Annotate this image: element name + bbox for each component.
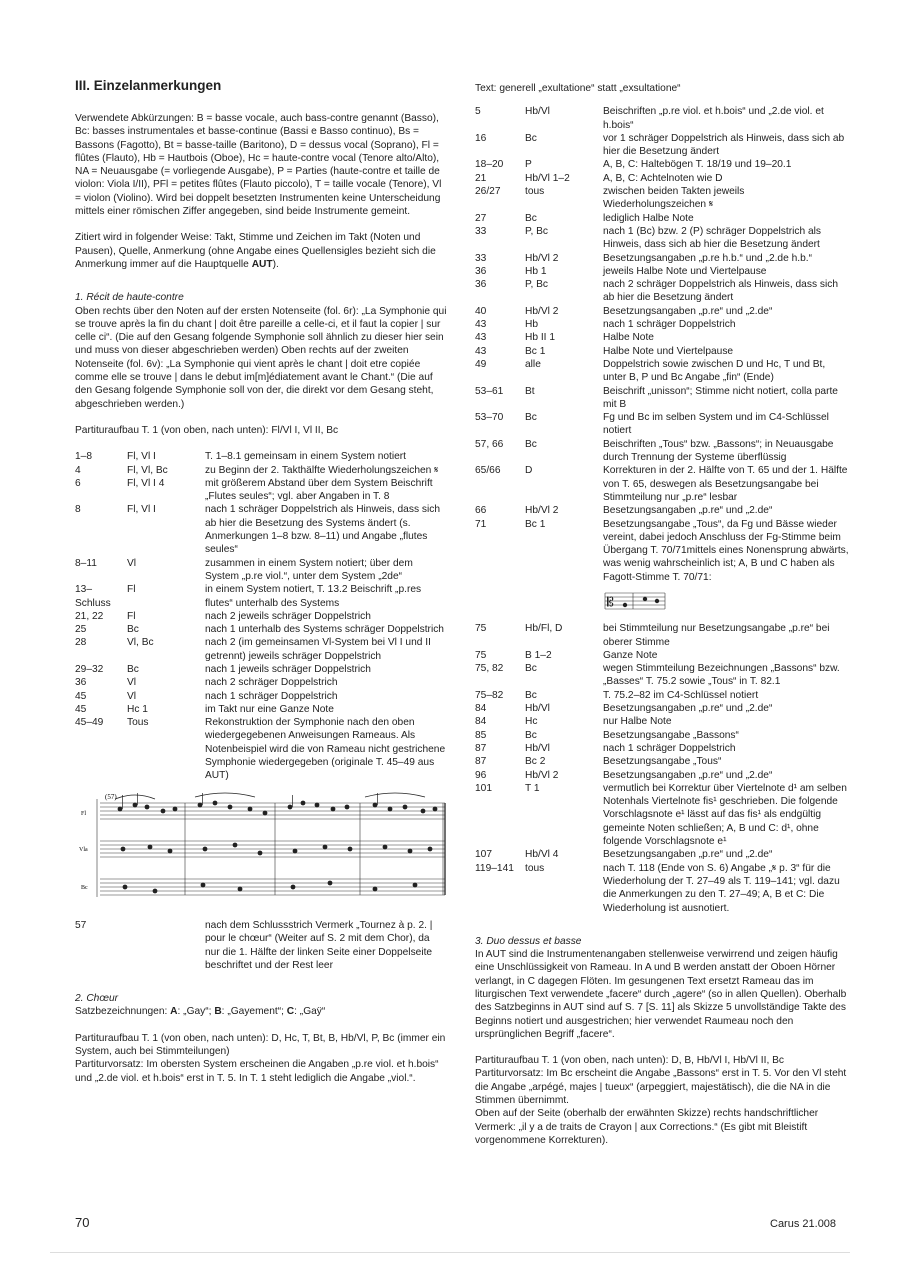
table-row (475, 411, 850, 438)
score-bar-number: (57) (105, 792, 117, 801)
bar-number: 21 (475, 172, 487, 184)
table-row (75, 636, 447, 663)
staff-name: Bc (525, 438, 537, 450)
bar-number: 85 (475, 729, 487, 741)
annotation-text: Besetzungsangaben „p.re“ und „2.de“ (603, 769, 773, 781)
score-staff-label-vla: Vla (79, 846, 88, 853)
annotation-text: nach 2 schräger Doppelstrich (205, 677, 338, 689)
staff-name: Hb/Vl 1–2 (525, 172, 570, 184)
annotation-text: Fg und Bc im selben System und im C4-Schlüssel notiert (603, 412, 829, 437)
table-row (475, 225, 850, 252)
table-row (75, 676, 447, 689)
abbreviations-paragraph: Verwendete Abkürzungen: B = basse vocale, auch bass-contre genannt (Basso), Bc: basses instrumentales et basse-continue (Bassi e Basso continuo), Bs = Bassons (Fagotto), Bt = basse-taille (Baritono), D = dessus vocal (Soprano), Fl = flûtes (Flauto), Hb = Hautbois (Oboe), Hc = haute-contre vocal (Tenore alto/Alto), NA = Neuausgabe (= vorliegende Ausgabe), P = Parties (haute-contre et taille de violon: Viola I/II), PFl = petites flûtes (Flauto piccolo), T = taille vocale (Tenore), Vl = violon (Violino). Wird bei doppelt besetzten Instrumenten keine Unterscheidung mittels einer römischen Ziffer angegeben, sind beide Instrumente gemeint. (75, 113, 442, 218)
bar-number: 45–49 (75, 717, 104, 729)
staff-name: Hb/Vl 2 (525, 252, 559, 264)
table-row (75, 464, 447, 477)
bar-number: 21, 22 (75, 610, 104, 622)
table-row (75, 583, 447, 610)
annotation-text: nach 1 schräger Doppelstrich (603, 742, 736, 754)
bar-number: 84 (475, 716, 487, 728)
table-row (75, 450, 447, 463)
bar-number: 29–32 (75, 663, 104, 675)
bar-number: 6 (75, 477, 81, 489)
staff-name: Tous (127, 717, 149, 729)
table-row (475, 158, 850, 171)
staff-name: T 1 (525, 782, 540, 794)
annotation-text: Doppelstrich sowie zwischen D und Hc, T und Bt, unter B, P und Bc Angabe „fin“ (Ende) (603, 358, 826, 384)
annotation-text: Beischriften „Tous“ bzw. „Bassons“; in Neuausgabe durch Trennung der Systeme überflüssig (603, 438, 834, 464)
staff-name: Fl (127, 610, 136, 622)
left-column (75, 78, 447, 1085)
table-row (475, 438, 850, 465)
annotation-text: T. 75.2–82 im C4-Schlüssel notiert (603, 689, 759, 701)
staff-name: Bc (525, 663, 537, 675)
staff-name: Bc 1 (525, 518, 546, 530)
staff-name: Fl, Vl, Bc (127, 464, 168, 476)
section-3-oben: Oben auf der Seite (oberhalb der erwähnten Skizze) rechts handschriftlicher Vermerk: „il y a de traits de Crayon | aux Corrections.“ (Es gibt mit Bleistift vorgenommene Korrekturen). (475, 1108, 819, 1146)
table-row (475, 782, 850, 848)
table-row (475, 358, 850, 385)
music-example (75, 789, 447, 913)
source-aut: AUT (251, 258, 273, 270)
table-row (475, 662, 850, 689)
bar-number: 36 (475, 265, 487, 277)
table-row (475, 729, 850, 742)
staff-name: Hb (525, 319, 539, 331)
bar-number: 75 (475, 649, 487, 661)
table-row (475, 212, 850, 225)
staff-name: Vl (127, 677, 137, 689)
annotation-text: nach 1 jeweils schräger Doppelstrich (205, 663, 371, 675)
section-2-partitur: Partituraufbau T. 1 (von oben, nach unten): D, Hc, T, Bt, B, Hb/Vl, P, Bc (immer ein System, auch bei Stimmteilungen) (75, 1032, 446, 1058)
staff-name: Hc 1 (127, 703, 148, 715)
staff-name: Fl, Vl I 4 (127, 477, 165, 489)
bar-number: 8–11 (75, 557, 97, 569)
staff-name: Hb/Vl 2 (525, 505, 559, 517)
staff-name: Hb/Vl (525, 703, 550, 715)
table-row (475, 742, 850, 755)
annotation-text: jeweils Halbe Note und Viertelpause (603, 265, 767, 277)
table-row (475, 622, 850, 649)
staff-name: P, Bc (525, 225, 549, 237)
bar-number: 87 (475, 742, 487, 754)
table-row (475, 105, 850, 132)
section-2-notes-table (475, 105, 850, 584)
bar-number: 26/27 (475, 186, 501, 198)
staff-name: Fl, Vl I (127, 451, 156, 463)
bar-number: 45 (75, 703, 87, 715)
annotation-text: nach 1 schräger Doppelstrich (603, 319, 736, 331)
staff-name: alle (525, 358, 541, 370)
annotation-text: nach 1 unterhalb des Systems schräger Doppelstrich (205, 624, 444, 636)
annotation-text: A, B, C: Achtelnoten wie D (603, 172, 723, 184)
annotation-text: Beischriften „p.re viol. et h.bois“ und „2.de viol. et h.bois“ (603, 106, 824, 131)
section-2-notes-table-cont (475, 622, 850, 915)
bar-number: 65/66 (475, 465, 501, 477)
table-row (475, 385, 850, 412)
staff-name: Vl, Bc (127, 637, 154, 649)
footer-rule (50, 1252, 850, 1253)
staff-name: Bc (525, 132, 537, 144)
table-row (475, 265, 850, 278)
table-row (75, 557, 447, 584)
table-row (75, 503, 447, 556)
section-1-notes-table (75, 450, 447, 782)
table-row (75, 477, 447, 504)
annotation-text: Besetzungsangaben „p.re“ und „2.de“ (603, 849, 773, 861)
staff-name: Hb/Fl, D (525, 623, 563, 635)
annotation-text: zusammen in einem System notiert; über dem System „p.re viol.“, unter dem System „2de“ (205, 557, 413, 582)
annotation-text: in einem System notiert, T. 13.2 Beischrift „p.res flutes“ unterhalb des Systems (205, 584, 422, 609)
staff-name: Vl (127, 690, 137, 702)
bar-number: 75 (475, 623, 487, 635)
bassoon-incipit-svg (475, 587, 675, 615)
staff-name: Hb/Vl 4 (525, 849, 559, 861)
bar-number: 96 (475, 769, 487, 781)
annotation-text: nach 1 (Bc) bzw. 2 (P) schräger Doppelstrich als Hinweis, dass sich ab hier die Besetzung ändert (603, 225, 821, 251)
bar-number: 33 (475, 252, 487, 264)
table-row (75, 716, 447, 782)
annotation-text: Beischrift „unisson“; Stimme nicht notiert, colla parte mit B (603, 385, 838, 410)
annotation-text: mit größerem Abstand über dem System Beischrift „Flutes seules“; vgl. aber Angaben in T. 8 (205, 477, 433, 503)
staff-name: Bc (127, 663, 139, 675)
annotation-text: T. 1–8.1 gemeinsam in einem System notiert (205, 451, 407, 463)
bar-number: 75, 82 (475, 663, 504, 675)
table-row (475, 331, 850, 344)
bar-57-note (75, 919, 447, 972)
table-row: 57 nach dem Schlussstrich Vermerk „Tournez à p. 2. | pour le chœur“ (Weiter auf S. 2 mit dem Chor), da nur die 1. Hälfte der linken Seite einer Doppelseite beschriftet und der Rest leer (75, 919, 433, 971)
staff-name: tous (525, 862, 545, 874)
table-row (475, 769, 850, 782)
annotation-text: bei Stimmteilung nur Besetzungsangabe „p.re“ bei oberer Stimme (603, 623, 830, 648)
table-row (475, 518, 850, 584)
music-example-svg (75, 789, 447, 909)
section-2-vorsatz: Partiturvorsatz: Im obersten System erscheinen die Angaben „p.re viol. et h.bois“ und „2.de viol. et h.bois“ erst in T. 5. In T. 1 steht lediglich die Angabe „viol.“. (75, 1059, 439, 1084)
table-row (475, 649, 850, 662)
bar-number: 45 (75, 690, 87, 702)
table-row (75, 623, 447, 636)
staff-name: Bc 2 (525, 756, 546, 768)
annotation-text: Ganze Note (603, 649, 658, 661)
citation-paragraph: Zitiert wird in folgender Weise: Takt, Stimme und Zeichen im Takt (Noten und Pausen), Quelle, Anmerkung (ohne Angabe eines Quellensigles bezieht sich die Anmerkung immer auf die Hauptquelle AUT). (75, 232, 436, 270)
staff-name: B 1–2 (525, 649, 552, 661)
annotation-text: nach 2 (im gemeinsamen Vl-System bei Vl I und II getrennt) jeweils schräger Doppelstrich (205, 637, 431, 662)
annotation-text: Besetzungsangabe „Tous“, da Fg und Bässe wieder vereint, dabei jedoch Anschluss der Fg-Stimme beim Übergang T. 70/71mittels eines Nonensprung abwärts, was wenig wahrscheinlich ist; A, B und C haben als Fagott-Stimme T. 70/71: (603, 518, 849, 583)
annotation-text: nach 1 schräger Doppelstrich als Hinweis, dass sich ab hier die Besetzung des Systems ändert (s. Anmerkungen 1–8 bzw. 8–11) und Angabe „flutes seules“ (205, 504, 440, 556)
bar-number: 119–141 (475, 862, 514, 874)
annotation-text: im Takt nur eine Ganze Note (205, 703, 334, 715)
staff-name: P (525, 159, 532, 171)
score-notes (118, 800, 438, 893)
bar-number: 1–8 (75, 451, 92, 463)
staff-name: Hc (525, 716, 538, 728)
bar-number: 53–70 (475, 412, 504, 424)
annotation-text: nach 2 jeweils schräger Doppelstrich (205, 610, 371, 622)
bar-number: 36 (75, 677, 87, 689)
section-3-text: In AUT sind die Instrumentenangaben stellenweise verwirrend und zeigen häufig eine Unschlüssigkeit von Rameau. In A und B werden anstatt der Oboen Hörner verlangt, in C dagegen Flöten. Im gesungenen Text ersetzt Rameau das im liturgischen Text verwendete „facere“ durch „agere“ (so in allen Quellen). Oberhalb des Satzbeginns in AUT sind auf S. 7 [S. 11] als Skizze 5 unvollständige Takte des Beginns notiert und ausgestrichen; hier verwendet Raumeau noch den ursprünglichen Begriff „facere“. (475, 949, 847, 1040)
staff-name: Vl (127, 557, 137, 569)
table-row (475, 702, 850, 715)
staff-name: D (525, 465, 533, 477)
annotation-text: nur Halbe Note (603, 716, 672, 728)
bar-number: 107 (475, 849, 492, 861)
bar-number: 36 (475, 279, 487, 291)
table-row (475, 278, 850, 305)
bar-number: 8 (75, 504, 81, 516)
annotation-text: lediglich Halbe Note (603, 212, 694, 224)
annotation-text: vor 1 schräger Doppelstrich als Hinweis, dass sich ab hier die Besetzung ändert (603, 132, 845, 158)
annotation-text: Besetzungsangaben „p.re“ und „2.de“ (603, 703, 773, 715)
staff-name: Hb/Vl 2 (525, 769, 559, 781)
annotation-text: Besetzungsangaben „p.re h.b.“ und „2.de h.b.“ (603, 252, 812, 264)
bar-number: 53–61 (475, 385, 504, 397)
staff-name: Hb/Vl (525, 106, 550, 118)
bar-number: 43 (475, 319, 487, 331)
table-row (475, 305, 850, 318)
bar-number: 49 (475, 358, 487, 370)
staff-name: Bt (525, 385, 535, 397)
bar-number: 27 (475, 212, 487, 224)
staff-name: Hb II 1 (525, 332, 556, 344)
bar-number: 13– Schluss (75, 584, 111, 609)
page-number: 70 (75, 1215, 90, 1230)
bar-number: 101 (475, 782, 492, 794)
publisher-ref: Carus 21.008 (770, 1218, 837, 1230)
table-row (475, 132, 850, 159)
annotation-text: wegen Stimmteilung Bezeichnungen „Bassons“ bzw. „Basses“ T. 75.2 sowie „Tous“ in T. 82.1 (603, 663, 840, 688)
section-heading: III. Einzelanmerkungen (75, 78, 222, 93)
section-1-text: Oben rechts über den Noten auf der ersten Notenseite (fol. 6r): „La Symphonie qui se trouve après la fin du chant | doit être pareille a celle-ci, et il faut la copier | sur celle ci“. (Die auf den Gesang folgende Symphonie soll ähnlich zu dieser hier sein und muss von dieser abgeschrieben werden) Oben rechts auf der zweiten Notenseite (fol. 6v): „La Symphonie qui vient après le chant | doit etre copiée comme elle se trouve | dans le debut im[m]édiatement avant le Chant.“ (Die auf den Gesang folgende Symphonie soll von der, die direkt vor dem Gesang steht, abgeschrieben werden.) (75, 305, 447, 410)
staff-name: Bc (525, 729, 537, 741)
staff-name: Bc (525, 212, 537, 224)
table-row (475, 345, 850, 358)
bar-number: 43 (475, 345, 487, 357)
annotation-text: nach T. 118 (Ende von S. 6) Angabe „𝄋 p. 3“ für die Wiederholung der T. 27–49 als T. 119–141; vgl. dazu die Anmerkungen zu den T. 27–49; A, B et C: Die Wiederholung ist ausnotiert. (603, 862, 840, 914)
annotation-text: nach 1 schräger Doppelstrich (205, 690, 338, 702)
text-note: Text: generell „exultatione“ statt „exsultatione“ (475, 83, 681, 94)
bar-number: 5 (475, 106, 481, 118)
staff-name: tous (525, 186, 545, 198)
staff-name: Bc 1 (525, 345, 546, 357)
staff-name: Hb/Vl (525, 742, 550, 754)
bar-number: 4 (75, 464, 81, 476)
annotation-text: Besetzungsangaben „p.re“ und „2.de“ (603, 305, 773, 317)
annotation-text: Besetzungsangabe „Tous“ (603, 756, 722, 768)
table-row (475, 862, 850, 915)
table-row (475, 715, 850, 728)
staff-name: Fl, Vl I (127, 504, 156, 516)
bar-number: 87 (475, 756, 487, 768)
annotation-text: vermutlich bei Korrektur über Viertelnote d¹ am selben Notenhals Viertelnote fis¹ geschrieben. Die folgende Vorschlagsnote e¹ lässt auf das fis¹ als endgültig gemeinte Noten schließen; A, B und C: d¹, ohne folgende Vorschlagsnote e¹ (603, 782, 847, 848)
svg-text:𝄡: 𝄡 (607, 594, 614, 609)
right-column (475, 82, 850, 1147)
table-row (475, 172, 850, 185)
score-staff-label-bc: Bc (81, 884, 88, 891)
staff-name: Hb/Vl 2 (525, 305, 559, 317)
annotation-text: Halbe Note (603, 332, 654, 344)
staff-name: Hb 1 (525, 265, 547, 277)
annotation-text: Korrekturen in der 2. Hälfte von T. 65 und der 1. Hälfte von T. 65, deswegen als Besetzungsangabe bei Stimmteilung nur „p.re“ lesbar (603, 465, 848, 503)
section-3-partitur: Partituraufbau T. 1 (von oben, nach unten): D, B, Hb/Vl I, Hb/Vl II, Bc (475, 1055, 784, 1067)
table-row (75, 690, 447, 703)
bar-number: 18–20 (475, 159, 504, 171)
bar-number: 28 (75, 637, 87, 649)
staff-name: P, Bc (525, 279, 549, 291)
section-3-title: 3. Duo dessus et basse (475, 935, 582, 947)
table-row (475, 689, 850, 702)
section-2-title: 2. Chœur (75, 993, 119, 1005)
table-row (75, 703, 447, 716)
section-1-partitur: Partituraufbau T. 1 (von oben, nach unten): Fl/Vl I, Vl II, Bc (75, 424, 339, 436)
bassoon-incipit (475, 587, 850, 619)
score-stems (115, 793, 425, 809)
annotation-text: Besetzungsangaben „p.re“ und „2.de“ (603, 505, 773, 517)
bar-number: 66 (475, 505, 487, 517)
bar-number: 71 (475, 518, 487, 530)
table-row (75, 610, 447, 623)
annotation-text: nach 2 schräger Doppelstrich als Hinweis, dass sich ab hier die Besetzung ändert (603, 279, 838, 304)
annotation-text: zu Beginn der 2. Takthälfte Wiederholungszeichen 𝄋 (205, 464, 439, 476)
bar-number: 84 (475, 703, 487, 715)
table-row (475, 185, 850, 212)
annotation-text: Besetzungsangabe „Bassons“ (603, 729, 739, 741)
section-1-title: 1. Récit de haute-contre (75, 292, 184, 304)
bar-number: 57, 66 (475, 438, 504, 450)
annotation-text: Rekonstruktion der Symphonie nach den oben wiedergegebenen Anweisungen Rameaus. Als Notenbeispiel wird die von Rameau nicht gestrichene Symphonie wiedergegeben (originale T. 45–49 aus AUT) (205, 717, 446, 782)
table-row (475, 848, 850, 861)
staff-name: Bc (525, 412, 537, 424)
bar-number: 43 (475, 332, 487, 344)
table-row (475, 755, 850, 768)
score-staff-label-fl: Fl (81, 810, 87, 817)
bar-number: 33 (475, 225, 487, 237)
section-2-satz: Satzbezeichnungen: A: „Gay“; B: „Gayement“; C: „Gaÿ“ (75, 1006, 326, 1018)
staff-name: Bc (525, 689, 537, 701)
table-row (475, 504, 850, 517)
annotation-text: A, B, C: Haltebögen T. 18/19 und 19–20.1 (603, 159, 792, 171)
bar-number: 75–82 (475, 689, 504, 701)
annotation-text: Halbe Note und Viertelpause (603, 345, 734, 357)
staff-name: Fl (127, 584, 136, 596)
annotation-text: zwischen beiden Takten jeweils Wiederholungszeichen 𝄋 (603, 186, 745, 211)
table-row (75, 663, 447, 676)
table-row (475, 464, 850, 504)
bar-number: 40 (475, 305, 487, 317)
staff-name: Bc (127, 624, 139, 636)
table-row (475, 318, 850, 331)
bar-number: 25 (75, 624, 87, 636)
section-3-vorsatz: Partiturvorsatz: Im Bc erscheint die Angabe „Bassons“ erst in T. 5. Vor den Vl steht die Angabe „arpégé, majes | tueux“ (arpeggiert, majestätisch), die die NA in die Stimmen übernimmt. (475, 1068, 847, 1107)
bar-number: 16 (475, 132, 487, 144)
table-row (475, 252, 850, 265)
